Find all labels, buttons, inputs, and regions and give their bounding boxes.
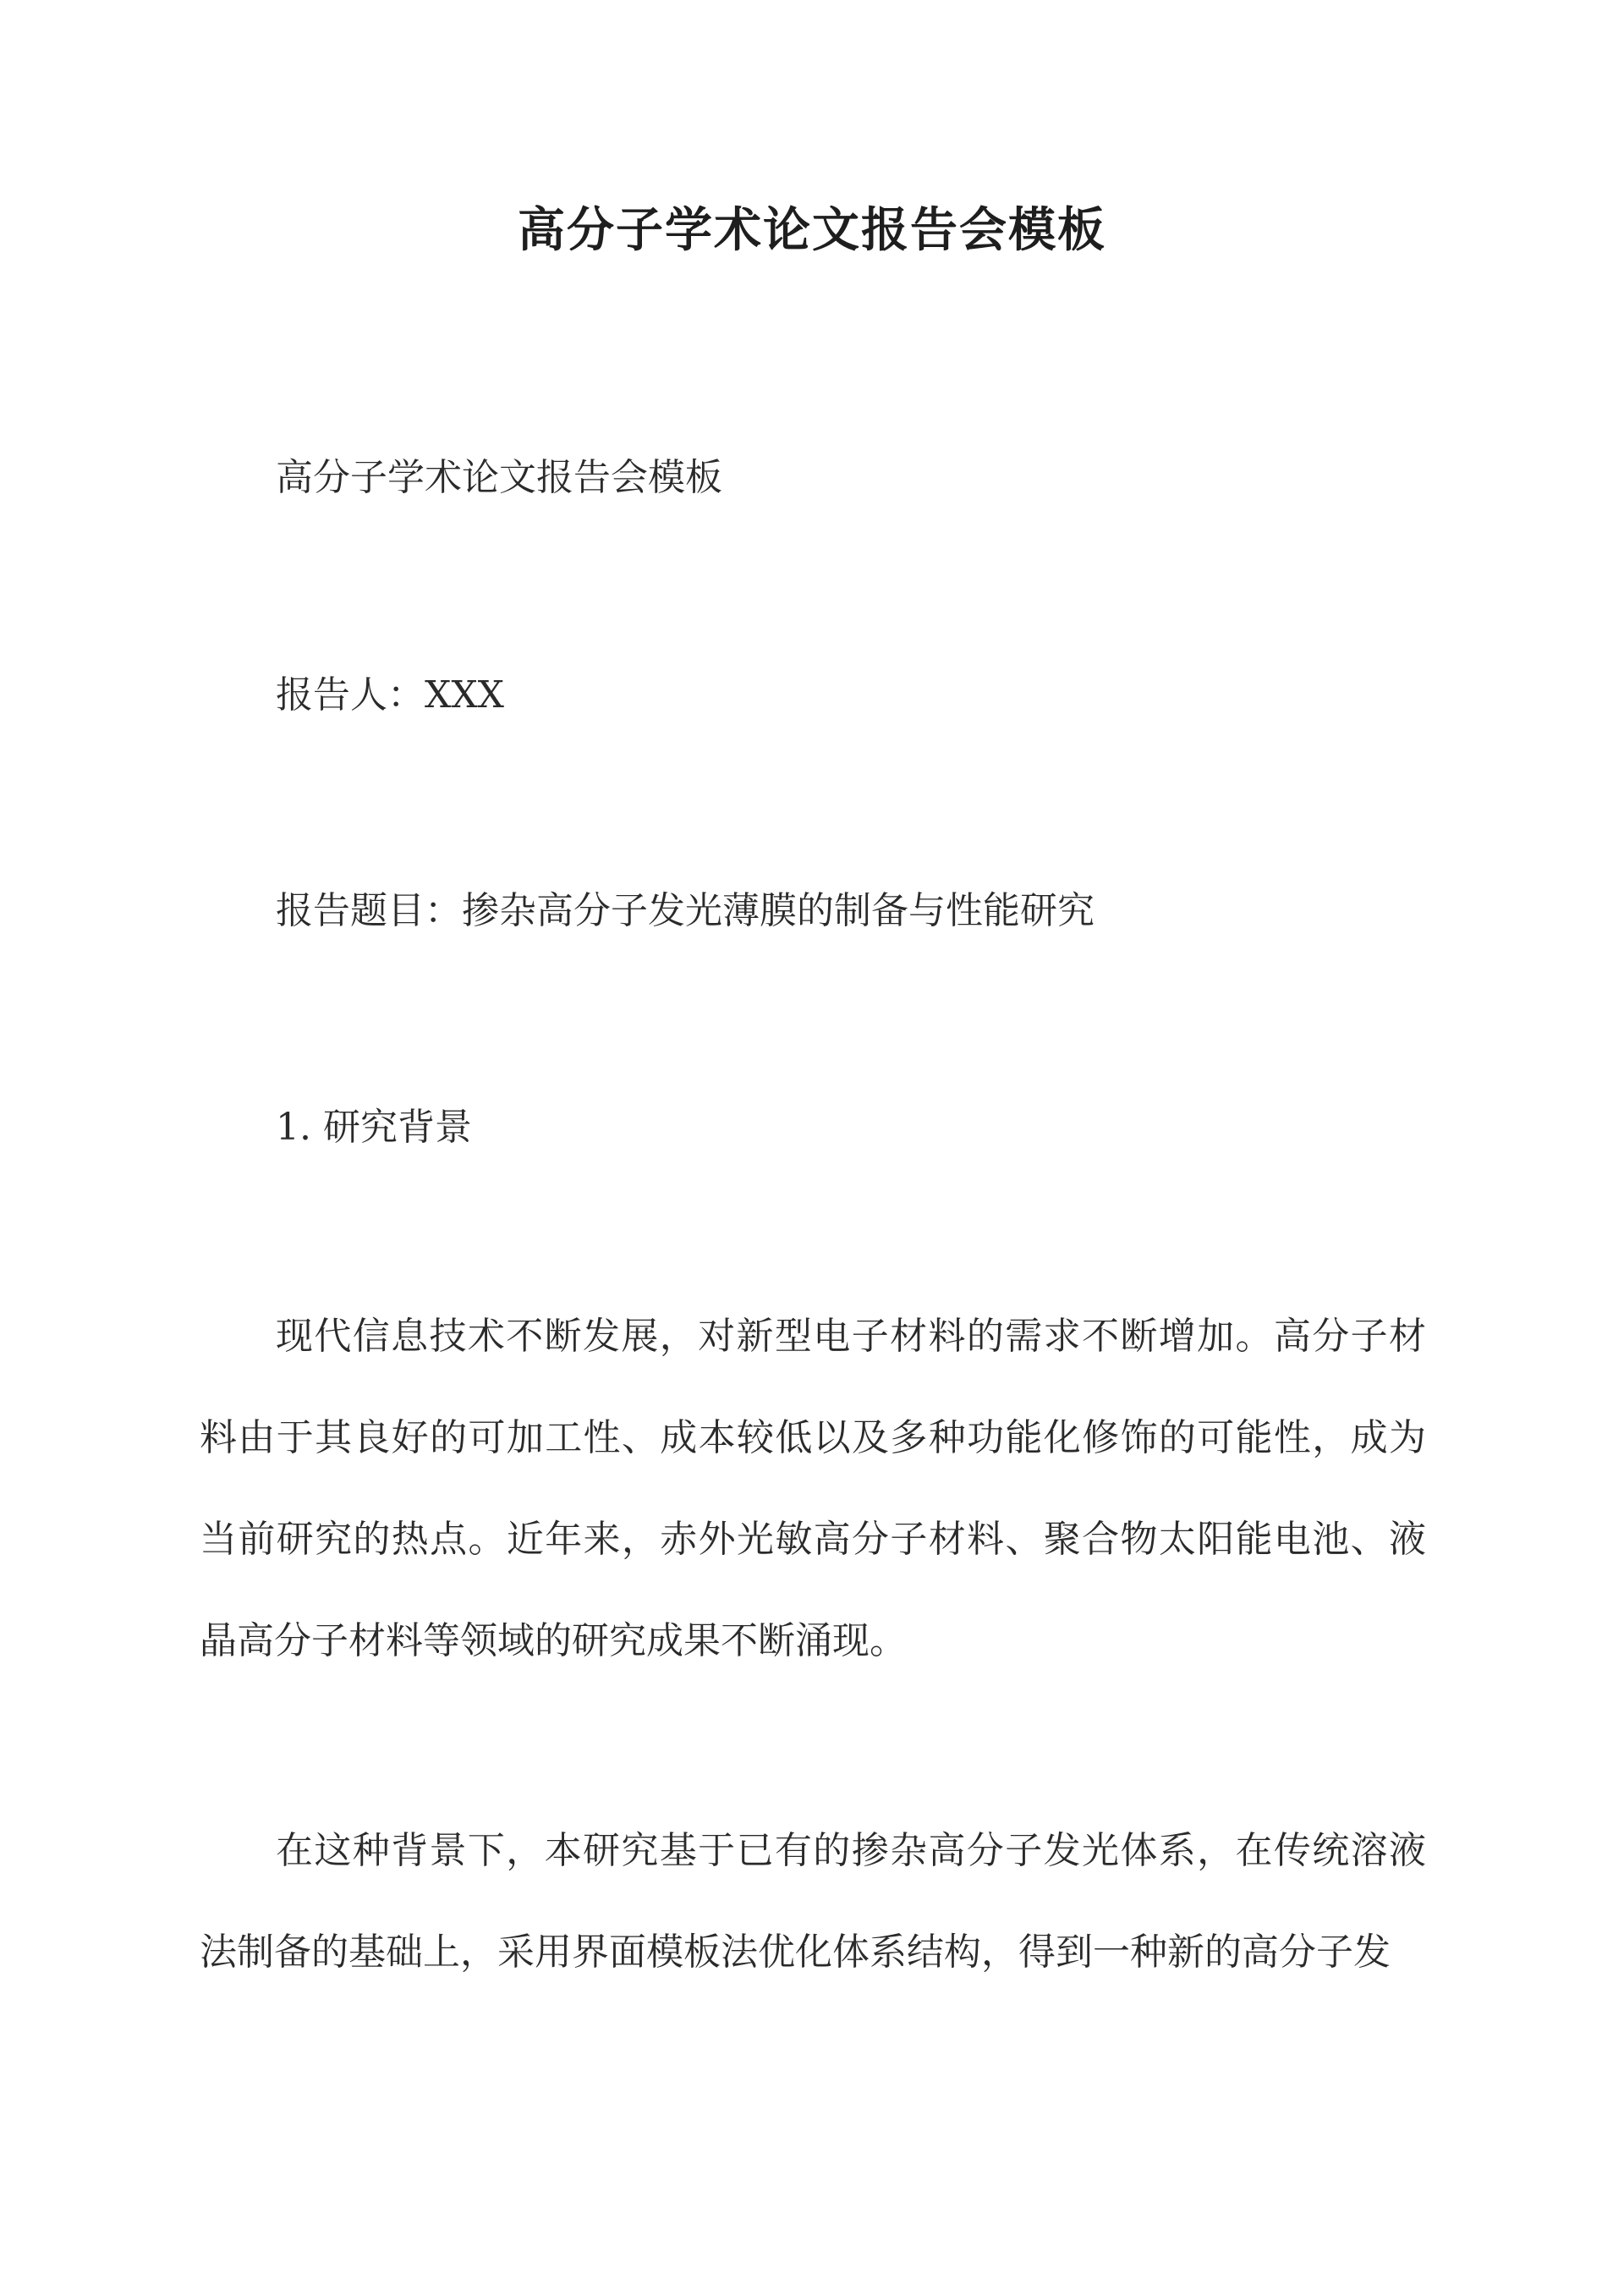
reporter-line: 报告人：XXX: [276, 673, 504, 717]
document-title: 高分子学术论文报告会模板: [518, 202, 1106, 258]
body-paragraph: 在这种背景下，本研究基于已有的掺杂高分子发光体系，在传统溶液法制备的基础上，采用界面模板法优化体系结构，得到一种新的高分子发: [200, 1829, 1426, 1974]
topic-line: 报告题目：掺杂高分子发光薄膜的制备与性能研究: [276, 889, 1095, 932]
subtitle-line: 高分子学术论文报告会模板: [276, 456, 722, 499]
section-heading: 1. 研究背景: [276, 1106, 472, 1149]
body-paragraph: 现代信息技术不断发展，对新型电子材料的需求不断增加。高分子材料由于其良好的可加工性、成本较低以及多种功能化修饰的可能性，成为当前研究的热点。近年来，赤外光敏高分子材料、聚合物太阳能电池、液晶高分子材料等领域的研究成果不断涌现。: [200, 1315, 1426, 1662]
